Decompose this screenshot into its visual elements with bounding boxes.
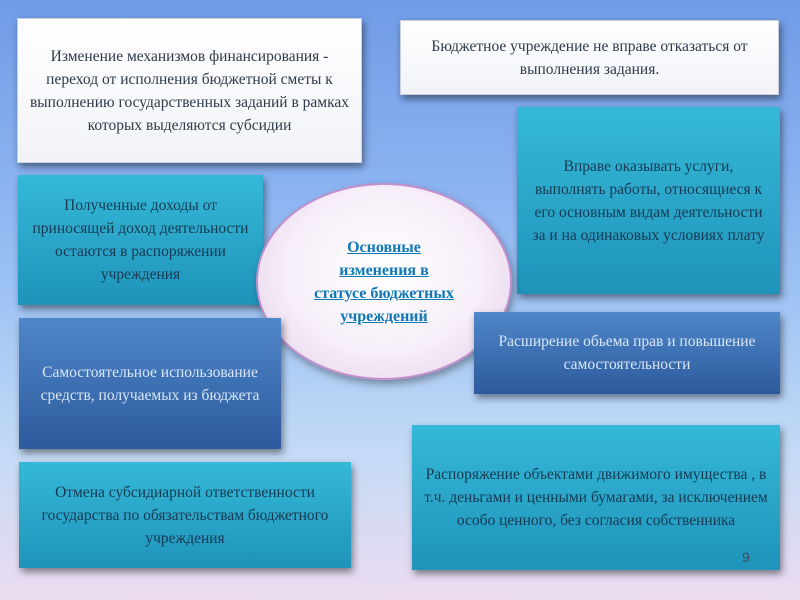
income-disposal-box [18, 175, 263, 305]
task-obligation-text: Бюджетное учреждение не вправе отказаться от выполнения задания. [431, 37, 748, 78]
rights-expansion-box [474, 312, 780, 394]
independent-use-box [19, 318, 281, 449]
page-number: 9 [742, 549, 750, 565]
task-obligation-box [400, 20, 779, 95]
subsidiary-liability-box [19, 462, 351, 568]
funding-mechanism-text: Изменение механизмов финансирования - переход от исполнения бюджетной сметы к выполнению государственных заданий в рамках которых выделяются субсидии [29, 47, 350, 134]
independent-use-text: Самостоятельное использование средств, получаемых из бюджета [40, 363, 260, 404]
services-right-text: Вправе оказывать услуги, выполнять работы, относящиеся к его основным видам деятельности за и на одинаковых условиях плату [532, 157, 765, 244]
subsidiary-liability-text: Отмена субсидиарной ответственности государства по обязательствам бюджетного учреждения [41, 483, 329, 547]
center-title: Основные изменения в статусе бюджетных учреждений [314, 238, 454, 325]
rights-expansion-text: Расширение обьема прав и повышение самостоятельности [498, 333, 756, 373]
services-right-box [517, 107, 780, 294]
income-disposal-text: Полученные доходы от приносящей доход деятельности остаются в распоряжении учреждения [32, 197, 249, 283]
movable-property-text: Распоряжение объектами движимого имущества , в т.ч. деньгами и ценными бумагами, за исключением особо ценного, без согласия собственника [424, 466, 768, 529]
funding-mechanism-box [17, 18, 362, 163]
movable-property-box [412, 425, 780, 570]
